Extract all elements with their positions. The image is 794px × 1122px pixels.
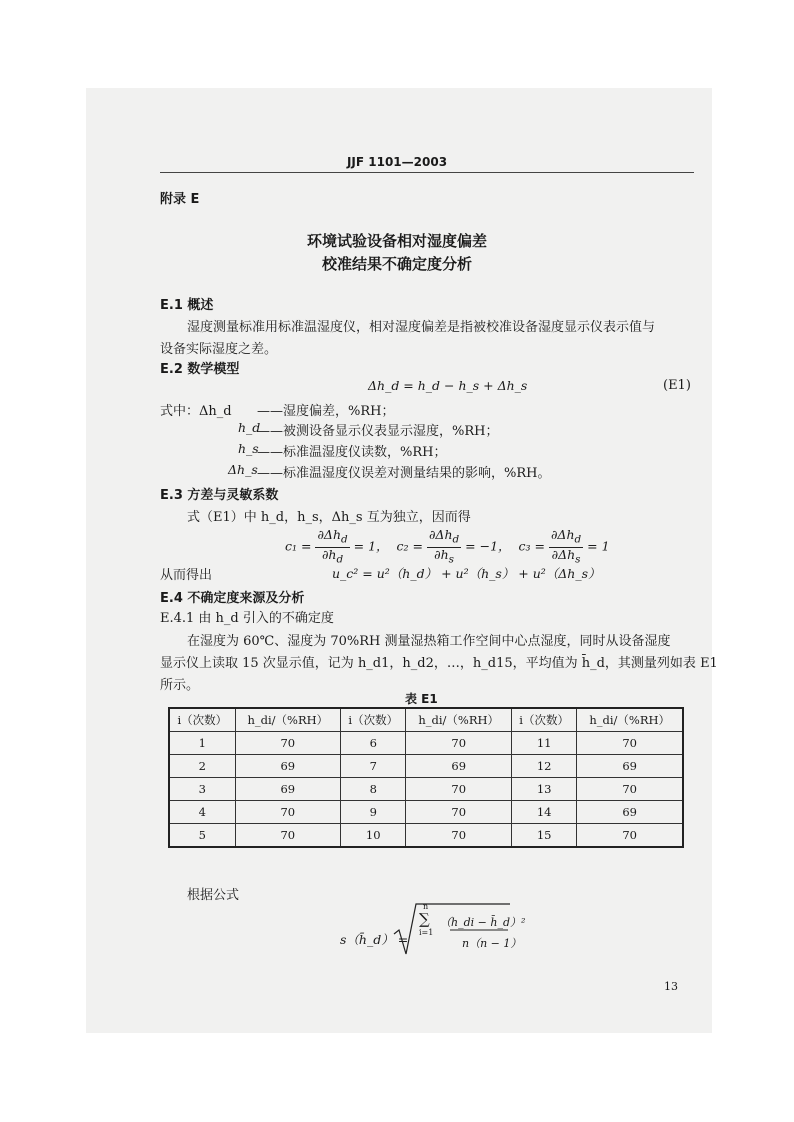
c3-label: c₃ = <box>518 538 545 554</box>
header-cell: h_di/（%RH） <box>577 708 683 732</box>
table-cell: 5 <box>169 824 235 848</box>
section-e1-heading: E.1 概述 <box>160 298 214 313</box>
table-row <box>169 732 683 755</box>
table-row <box>169 755 683 778</box>
sigma-icon: ∑ <box>419 910 430 928</box>
def-symbol-0: 式中：Δh_d <box>160 404 232 419</box>
def-symbol-2: h_s <box>238 441 259 456</box>
from-text: 从而得出 <box>160 568 213 583</box>
sensitivity-coefficients <box>285 528 610 566</box>
table-cell: 10 <box>341 824 406 848</box>
header-cell: i（次数） <box>169 708 235 732</box>
def-symbol-3: Δh_s <box>228 462 258 477</box>
header-cell: h_di/（%RH） <box>235 708 340 732</box>
section-e4-para-line2: 显示仪上读取 15 次显示值，记为 h_d1，h_d2，…，h_d15，平均值为 h̄_d，其测量列如表 E1 <box>160 656 718 671</box>
table-cell: 70 <box>577 824 683 848</box>
header-cell: i（次数） <box>511 708 576 732</box>
table-cell: 69 <box>235 755 340 778</box>
c1-label: c₁ = <box>285 538 312 554</box>
section-e4-1-heading: E.4.1 由 h_d 引入的不确定度 <box>160 611 334 626</box>
page-number: 13 <box>664 980 678 993</box>
section-e3-heading: E.3 方差与灵敏系数 <box>160 488 279 503</box>
title-line-2: 校准结果不确定度分析 <box>321 255 472 273</box>
appendix-label: 附录 E <box>160 192 200 207</box>
table-cell: 3 <box>169 778 235 801</box>
table-cell: 9 <box>341 801 406 824</box>
c3-fraction: $\frac{\partial\Delta h_d}{\partial\Delta h_s}$ <box>550 527 582 565</box>
table-cell: 70 <box>577 732 683 755</box>
table-e1 <box>168 707 684 848</box>
c2-label: c₂ = <box>396 538 423 554</box>
header-cell: h_di/（%RH） <box>406 708 511 732</box>
table-cell: 70 <box>235 732 340 755</box>
section-e3-text: 式（E1）中 h_d，h_s，Δh_s 互为独立，因而得 <box>187 510 471 525</box>
c2-fraction: $\frac{\partial\Delta h_d}{\partial h_s}$ <box>428 527 460 565</box>
section-e4-para-line3: 所示。 <box>160 678 200 693</box>
running-header: JJF 1101—2003 <box>346 155 448 169</box>
table-cell: 70 <box>235 801 340 824</box>
section-e1-para-line1: 湿度测量标准用标准温湿度仪，相对湿度偏差是指被校准设备湿度显示仪表示值与 <box>187 320 656 335</box>
combined-variance: u_c² = u²（h_d） + u²（h_s） + u²（Δh_s） <box>332 566 601 581</box>
def-desc-0: ——湿度偏差，%RH； <box>257 404 395 419</box>
table-cell: 70 <box>406 732 511 755</box>
def-desc-1: ——被测设备显示仪表显示湿度，%RH； <box>257 424 499 439</box>
formula-numerator: （h_di − h̄_d）² <box>440 916 526 929</box>
title-line-1: 环境试验设备相对湿度偏差 <box>306 232 487 250</box>
table-cell: 2 <box>169 755 235 778</box>
def-desc-2: ——标准温湿度仪读数，%RH； <box>257 445 447 460</box>
table-caption: 表 E1 <box>405 692 438 706</box>
table-cell: 8 <box>341 778 406 801</box>
def-desc-3: ——标准温湿度仪误差对测量结果的影响，%RH。 <box>257 466 551 481</box>
section-e2-heading: E.2 数学模型 <box>160 362 240 377</box>
section-e1-para-line2: 设备实际湿度之差。 <box>160 342 278 357</box>
table-cell: 69 <box>235 778 340 801</box>
table-cell: 70 <box>406 778 511 801</box>
table-cell: 70 <box>406 801 511 824</box>
sum-upper-limit: n <box>423 902 429 911</box>
table-cell: 15 <box>511 824 576 848</box>
table-cell: 70 <box>406 824 511 848</box>
table-row <box>169 824 683 848</box>
table-cell: 70 <box>577 778 683 801</box>
section-e4-heading: E.4 不确定度来源及分析 <box>160 591 305 606</box>
header-rule <box>160 172 694 173</box>
table-header-row <box>169 708 683 732</box>
equation-number: (E1) <box>663 378 691 393</box>
c1-value: = 1， <box>353 538 389 554</box>
section-e4-para-line1: 在湿度为 60℃、湿度为 70%RH 测量湿热箱工作空间中心点湿度，同时从设备湿度 <box>187 634 671 649</box>
table-cell: 12 <box>511 755 576 778</box>
formula-intro: 根据公式 <box>187 888 240 903</box>
c1-fraction: $\frac{\partial\Delta h_d}{\partial h_d}$ <box>317 527 348 565</box>
table-cell: 14 <box>511 801 576 824</box>
table-cell: 69 <box>577 755 683 778</box>
table-cell: 7 <box>341 755 406 778</box>
table-cell: 70 <box>235 824 340 848</box>
equation-e1: Δh_d = h_d − h_s + Δh_s <box>368 378 528 393</box>
table-cell: 69 <box>577 801 683 824</box>
table-cell: 6 <box>341 732 406 755</box>
table-cell: 69 <box>406 755 511 778</box>
table-cell: 13 <box>511 778 576 801</box>
table-row <box>169 801 683 824</box>
sum-lower-limit: i=1 <box>419 928 434 937</box>
def-symbol-1: h_d <box>238 420 261 435</box>
header-cell: i（次数） <box>341 708 406 732</box>
table-cell: 1 <box>169 732 235 755</box>
final-formula-lhs: s（h̄_d） = <box>340 932 409 947</box>
c2-value: = −1， <box>465 538 511 554</box>
table-cell: 4 <box>169 801 235 824</box>
formula-denominator: n（n − 1） <box>462 937 522 950</box>
table-row <box>169 778 683 801</box>
c3-value: = 1 <box>587 538 610 554</box>
table-cell: 11 <box>511 732 576 755</box>
